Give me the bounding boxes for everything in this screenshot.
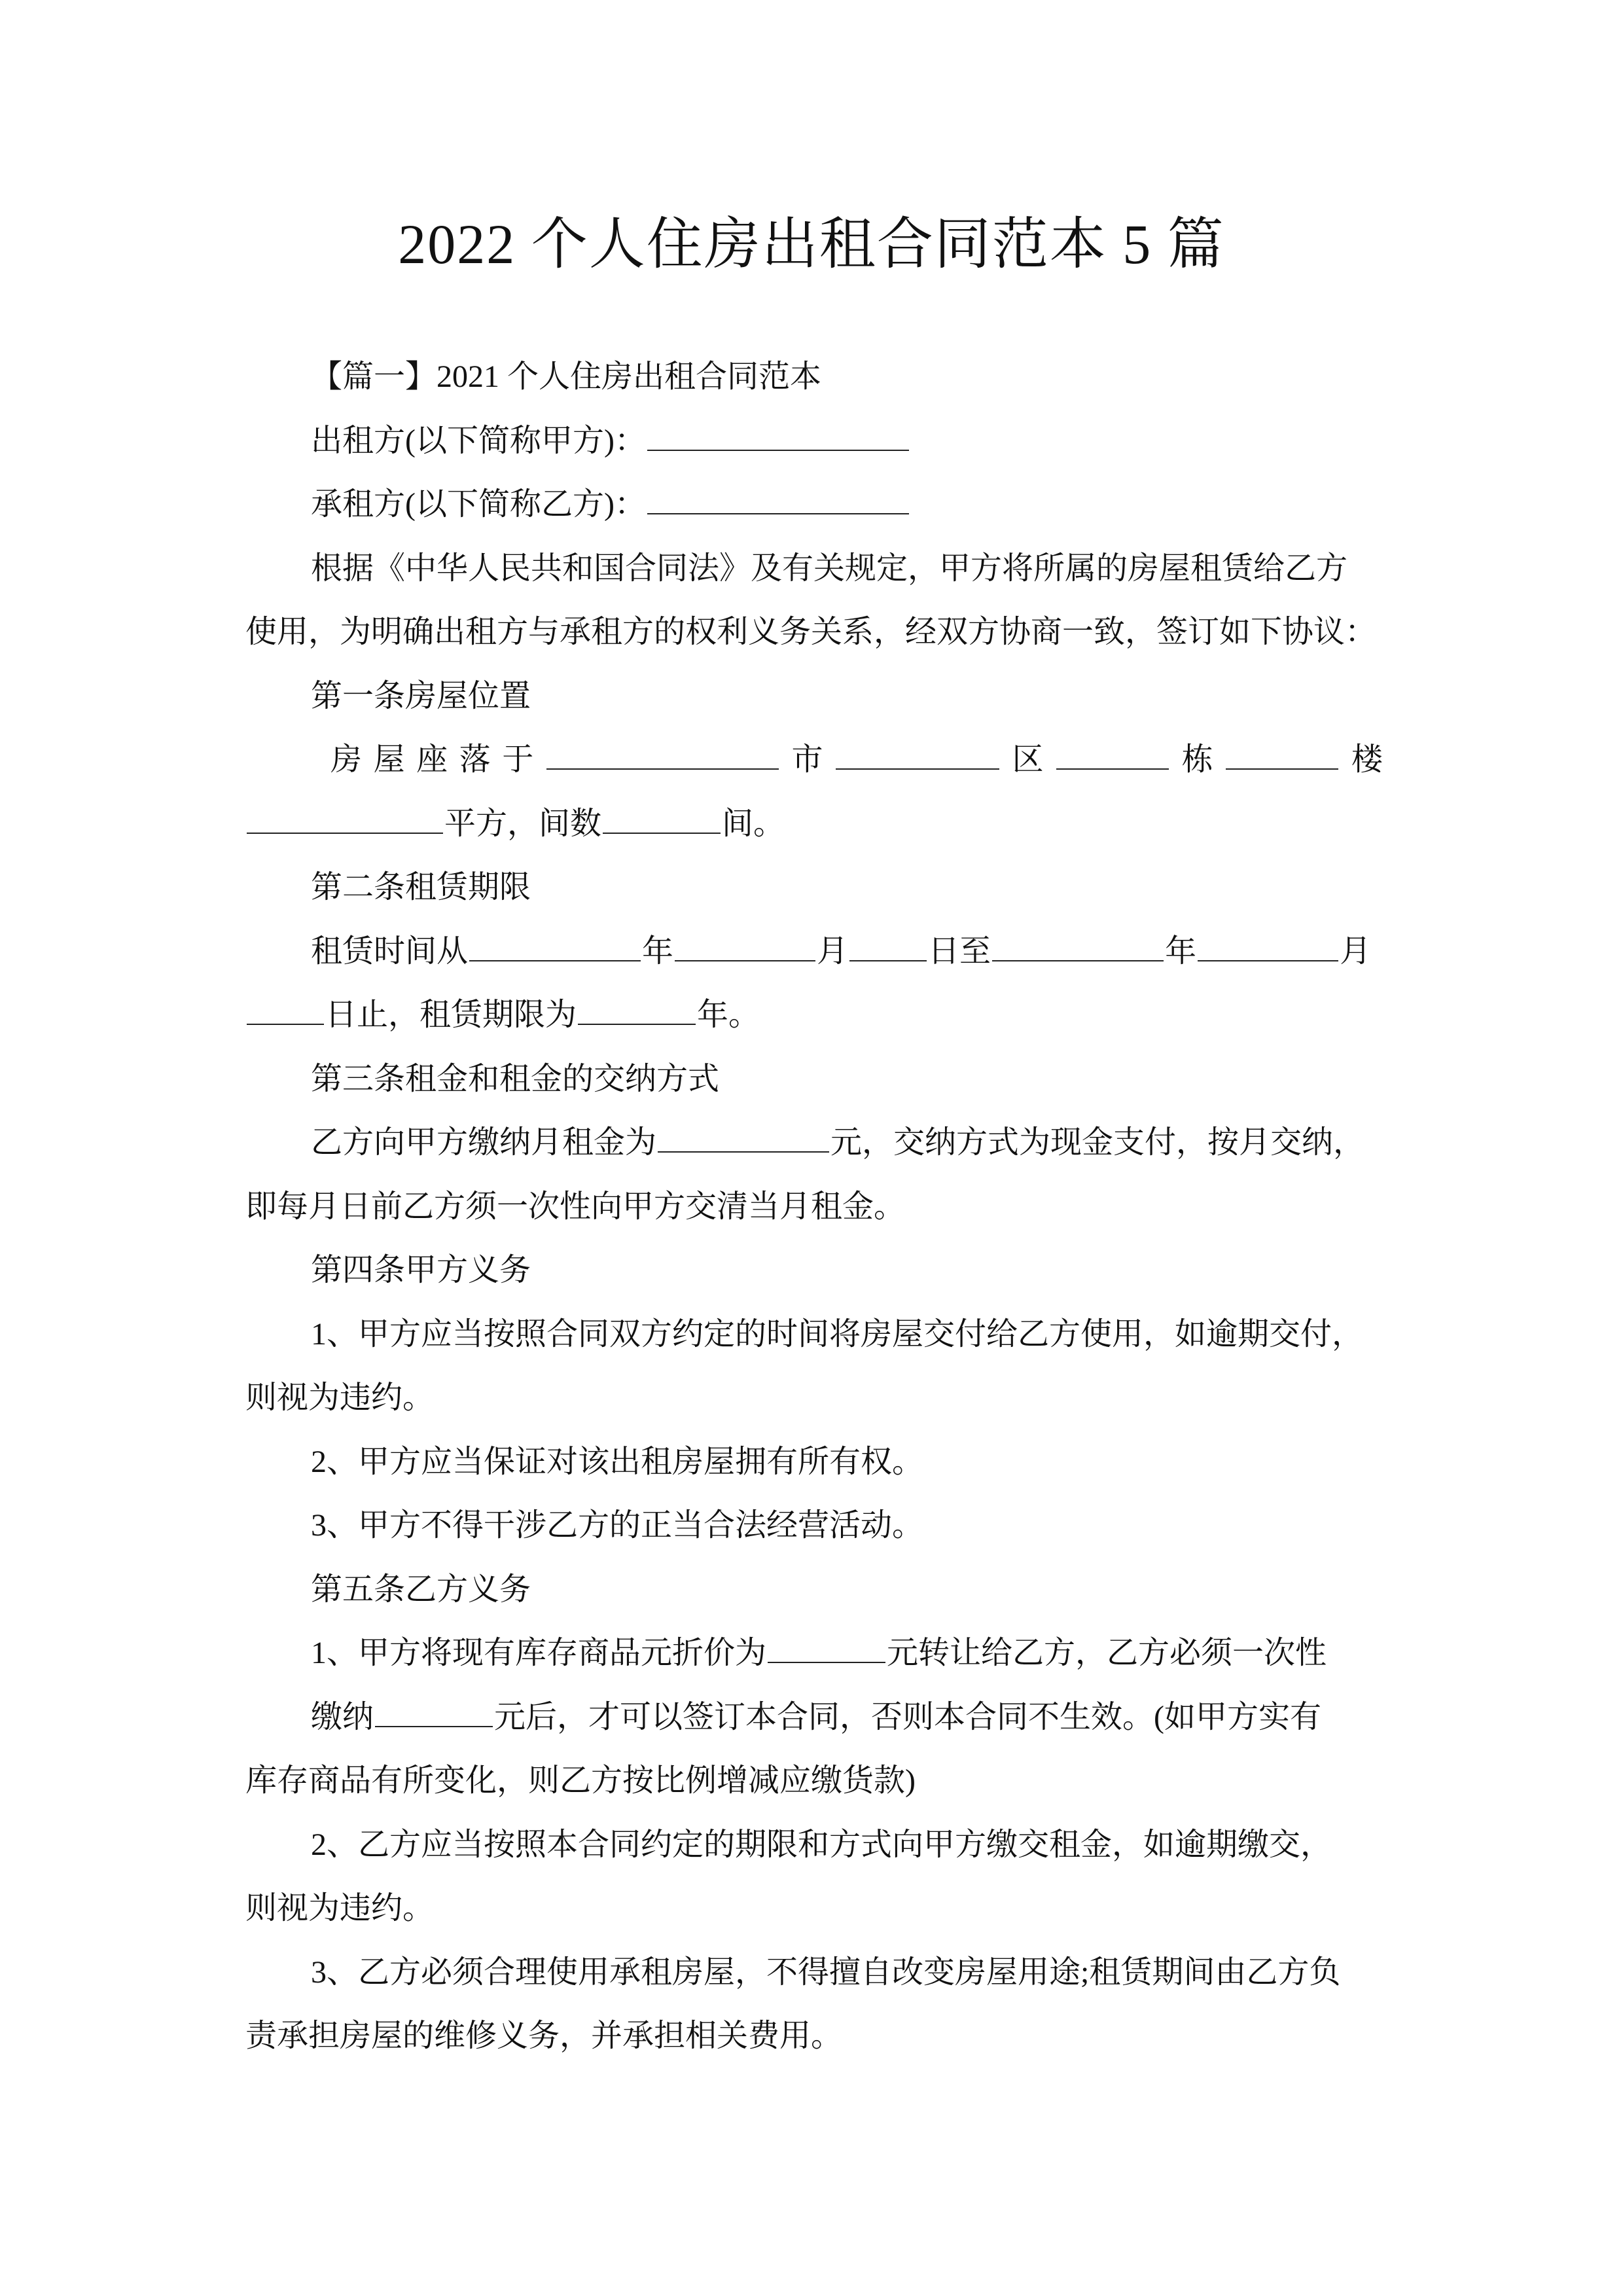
art4-item2: 2、甲方应当保证对该出租房屋拥有所有权。 [311,1444,924,1479]
discount-price-blank[interactable] [768,1661,885,1663]
lessor-line [245,409,1383,473]
art5-item1-post: 元后，才可以签订本合同，否则本合同不生效。(如甲方实有 [494,1699,1322,1734]
article-2-title: 第二条租赁期限 [311,870,531,905]
loc-word: 落 [459,742,491,777]
art4-item1-line2: 则视为违约。 [245,1380,435,1415]
art5-item1-pre: 1、甲方将现有库存商品元折价为 [311,1636,767,1670]
year-label: 年 [642,933,674,969]
area-unit: 平方，间数 [444,806,602,841]
art5-item1-pay: 缴纳 [311,1699,374,1734]
rent-pre: 乙方向甲方缴纳月租金为 [311,1125,657,1160]
start-month-blank[interactable] [675,960,815,961]
article-4-title: 第四条甲方义务 [311,1253,531,1287]
section-heading: 【篇一】2021 个人住房出租合同范本 [311,359,822,394]
term-years-blank[interactable] [578,1023,696,1025]
article-5-title: 第五条乙方义务 [311,1571,531,1607]
art4-item3: 3、甲方不得干涉乙方的正当合法经营活动。 [311,1508,924,1543]
building-label: 栋 [1181,742,1213,777]
rent-line-2: 即每月日前乙方须一次性向甲方交清当月租金。 [245,1189,906,1224]
city-blank[interactable] [836,768,999,770]
lessee-label: 承租方(以下简称乙方)： [311,487,646,522]
day-to-label: 日至 [928,933,991,969]
lessor-blank[interactable] [647,449,909,451]
room-count-blank[interactable] [603,832,721,834]
years-label: 年。 [697,997,760,1032]
art5-item1-line3: 库存商品有所变化，则乙方按比例增减应缴货款) [245,1763,916,1798]
room-unit: 间。 [722,806,785,841]
start-year-blank[interactable] [469,960,641,961]
intro-line-1: 根据《中华人民共和国合同法》及有关规定，甲方将所属的房屋租赁给乙方 [311,550,1348,586]
floor-label: 楼 [1351,742,1383,777]
lessee-blank[interactable] [647,512,909,514]
loc-word: 座 [416,742,448,777]
monthly-rent-blank[interactable] [658,1151,829,1153]
end-year-blank[interactable] [992,960,1164,961]
document-title: 2022 个人住房出租合同范本 5 篇 [398,213,1225,276]
city-label: 市 [791,742,823,777]
term-line-2 [245,983,1383,1047]
art4-item1-line1: 1、甲方应当按照合同双方约定的时间将房屋交付给乙方使用，如逾期交付， [311,1316,1364,1352]
area-line [245,792,1383,856]
area-blank[interactable] [247,832,443,834]
term-from: 租赁时间从 [311,933,469,969]
district-label: 区 [1012,742,1044,777]
until-label: 日止，租赁期限为 [325,997,577,1032]
art5-item1-mid: 元转让给乙方，乙方必须一次性 [887,1636,1327,1670]
rent-line-1 [245,1111,1383,1175]
rent-post: 元，交纳方式为现金支付，按月交纳， [830,1125,1365,1160]
term-line-1 [245,920,1383,984]
payment-blank[interactable] [375,1725,493,1727]
year2-label: 年 [1165,933,1197,969]
loc-word: 房 [330,742,363,777]
art5-item2-line2: 则视为违约。 [245,1891,435,1926]
month-label: 月 [817,933,849,969]
lessee-line [245,473,1383,537]
article-3-title: 第三条租金和租金的交纳方式 [311,1061,720,1096]
art5-item3-line2: 责承担房屋的维修义务，并承担相关费用。 [245,2018,843,2053]
art5-item3-line1: 3、乙方必须合理使用承租房屋，不得擅自改变房屋用途;租赁期间由乙方负 [311,1954,1341,1990]
loc-word: 于 [502,742,534,777]
building-blank[interactable] [1226,768,1338,770]
address-blank[interactable] [546,768,779,770]
start-day-blank[interactable] [849,960,927,961]
month2-label: 月 [1340,933,1372,969]
end-month-blank[interactable] [1198,960,1338,961]
art5-item1-line1 [245,1621,1383,1685]
art5-item2-line1: 2、乙方应当按照本合同约定的期限和方式向甲方缴交租金，如逾期缴交， [311,1827,1332,1862]
article-1-title: 第一条房屋位置 [311,678,531,713]
art5-item1-line2 [245,1685,1383,1749]
district-blank[interactable] [1056,768,1169,770]
document-body [245,345,1383,2068]
end-day-blank[interactable] [247,1023,324,1025]
loc-word: 屋 [373,742,405,777]
intro-line-2: 使用，为明确出租方与承租方的权利义务关系，经双方协商一致，签订如下协议： [245,615,1377,649]
location-line [245,728,1383,792]
lessor-label: 出租方(以下简称甲方)： [311,423,646,458]
